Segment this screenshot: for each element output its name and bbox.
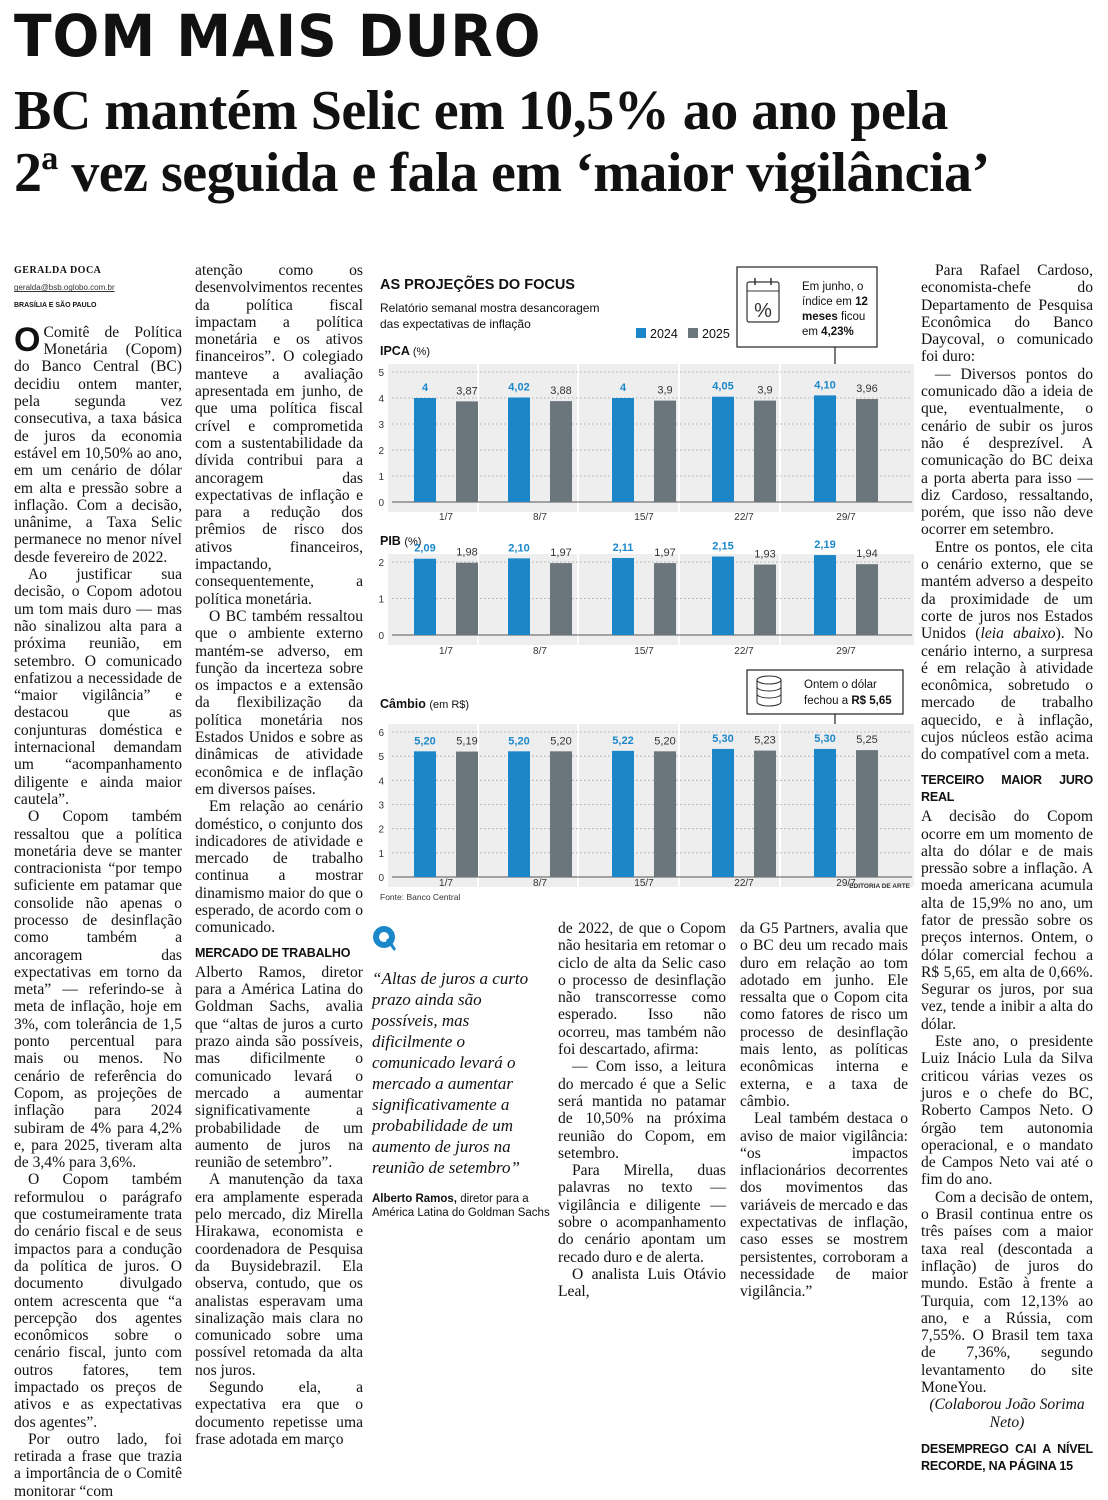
paragraph: O BC também ressaltou que o ambiente externo mantém-se adverso, em função da incerteza sobre os impactos e a extensão da flexibilização da política monetária nos Estados Unidos e sobre as dinâmicas de atividade econômica e de inflação em diversos países. <box>195 607 363 798</box>
infographic-title: AS PROJEÇÕES DO FOCUS <box>380 277 575 293</box>
coins-icon <box>757 676 781 684</box>
category-label: 22/7 <box>734 512 754 523</box>
paragraph: Ao justificar sua decisão, o Copom adotou um tom mais duro — mas não sinalizou alta para a próxima reunião, em setembro. O comunicado enfatizou a necessidade de “maior vigilância” e destacou que as conjunturas doméstica e internacional demandam um “acompanhamento diligente e ainda maior cautela”. <box>14 566 182 808</box>
data-label: 1,93 <box>754 548 776 561</box>
category-label: 8/7 <box>533 878 547 889</box>
data-label: 4,02 <box>508 381 530 394</box>
bar-cambio-2024-22-7 <box>712 749 734 877</box>
paragraph <box>921 539 1093 764</box>
infographic-subtitle: Relatório semanal mostra desancoragem <box>380 301 600 315</box>
paragraph: A decisão do Copom ocorre em um momento de alta do dólar e de mais pressão sobre a inflação. A moeda americana acumula alta de 15,9% no ano, um fator de pressão sobre os preços internos. Ontem, o dólar comercial fechou a R$ 5,65, em alta de 0,66%. Segurar os juros, por sua vez, tende a inibir a alta do dólar. <box>921 808 1093 1033</box>
bar-ipca-2025-22-7 <box>754 401 776 502</box>
data-label: 4,10 <box>814 379 836 392</box>
category-label: 22/7 <box>734 646 754 657</box>
data-label: 3,96 <box>856 383 878 396</box>
paragraph: Segundo ela, a expectativa era que o documento repetisse uma frase adotada em março <box>195 1379 363 1448</box>
bar-pib-2025-1-7 <box>456 563 478 635</box>
bar-ipca-2024-15-7 <box>612 398 634 502</box>
paragraph: O Copom também reformulou o parágrafo que costumeiramente trata do cenário fiscal e de seus impactos para a condução da política de juros. O documento divulgado ontem acrescenta que “a percepção dos agentes econômicos sobre o cenário fiscal, junto com outros fatores, tem impactado os preços de ativos e as expectativas dos agentes”. <box>14 1171 182 1431</box>
callout-ipca-text: meses ficou <box>802 311 866 323</box>
panel-separator <box>577 724 579 887</box>
lead-paragraph <box>14 320 182 566</box>
data-label: 4 <box>421 382 429 394</box>
bar-ipca-2024-29-7 <box>814 395 836 502</box>
byline-place: BRASÍLIA E SÃO PAULO <box>14 301 97 309</box>
byline-email-link[interactable]: geralda@bsb.oglobo.com.br <box>14 283 115 293</box>
category-label: 29/7 <box>836 512 856 523</box>
data-label: 5,22 <box>612 734 634 747</box>
data-label: 1,94 <box>856 548 878 561</box>
chart-title-pib: PIB (%) <box>380 534 422 548</box>
bar-pib-2024-1-7 <box>414 559 436 635</box>
bar-ipca-2024-22-7 <box>712 397 734 502</box>
y-tick-label: 3 <box>378 800 384 812</box>
data-label: 1,97 <box>550 547 572 560</box>
bar-cambio-2025-8-7 <box>550 751 572 877</box>
panel-separator <box>779 554 781 645</box>
focus-infographic <box>372 262 920 912</box>
quote-attribution <box>372 1192 550 1220</box>
subheading-mercado-de-trabalho: MERCADO DE TRABALHO <box>195 945 351 960</box>
legend-swatch-2025 <box>688 328 698 338</box>
headline <box>14 80 1104 204</box>
article-column-3 <box>921 262 1093 1477</box>
callout-ipca-text: Em junho, o <box>802 281 864 293</box>
bar-cambio-2024-8-7 <box>508 751 530 877</box>
y-tick-label: 1 <box>378 472 384 483</box>
panel-separator <box>678 364 680 512</box>
y-tick-label: 2 <box>378 446 384 457</box>
category-label: 15/7 <box>634 646 654 657</box>
y-tick-label: 0 <box>378 873 384 884</box>
focus-charts-svg <box>372 262 920 912</box>
bar-cambio-2024-15-7 <box>612 751 634 877</box>
byline-author: GERALDA DOCA <box>14 265 102 276</box>
paragraph: Para Mirella, duas palavras no texto — vigilância e diligente — sobre o acompanhamento do cenário apontam um recado duro e de alerta. <box>558 1162 726 1266</box>
bar-ipca-2025-29-7 <box>856 399 878 502</box>
paragraph: A manutenção da taxa era amplamente esperada pelo mercado, diz Mirella Hirakawa, economista e coordenadora de Pesquisa da Buysidebrazil. Ela observa, contudo, que os analistas esperavam uma sinalização mais clara no comunicado sobre uma possível retomada da alta nos juros. <box>195 1171 363 1379</box>
paragraph: de 2022, de que o Copom não hesitaria em retomar o ciclo de alta da Selic caso o processo de desinflação não transcorresse como esperado. Isso não ocorreu, mas também não foi descartado, afirma: <box>558 920 726 1059</box>
data-label: 3,9 <box>657 384 673 397</box>
data-label: 5,20 <box>550 735 572 748</box>
y-tick-label: 4 <box>378 776 384 788</box>
data-label: 1,98 <box>456 546 478 559</box>
callout-cambio-text: fechou a R$ 5,65 <box>804 695 892 707</box>
y-tick-label: 6 <box>378 728 384 739</box>
contributor-credit: (Colaborou João Sorima Neto) <box>929 1396 1085 1431</box>
data-label: 2,11 <box>612 541 634 554</box>
bar-cambio-2025-1-7 <box>456 752 478 877</box>
category-label: 8/7 <box>533 646 547 657</box>
bar-ipca-2025-15-7 <box>654 401 676 502</box>
y-tick-label: 0 <box>378 631 384 642</box>
y-tick-label: 2 <box>378 558 384 569</box>
y-tick-label: 0 <box>378 498 384 509</box>
data-label: 2,10 <box>508 542 530 555</box>
panel-separator <box>779 364 781 512</box>
y-tick-label: 5 <box>378 752 384 764</box>
category-label: 15/7 <box>634 878 654 889</box>
panel-separator <box>678 554 680 645</box>
panel-separator <box>678 724 680 887</box>
subheading-terceiro-maior-juro-real: TERCEIRO MAIOR JURO REAL <box>921 772 1093 804</box>
bar-ipca-2025-8-7 <box>550 401 572 502</box>
quote-icon <box>372 925 398 953</box>
chart-title-cambio: Câmbio (em R$) <box>380 697 470 711</box>
category-label: 29/7 <box>836 878 856 889</box>
paragraph: Por outro lado, foi retirada a frase que trazia a importância de o Comitê monitorar “com <box>14 1430 182 1500</box>
category-label: 1/7 <box>439 878 453 889</box>
paragraph: — Com isso, a leitura do mercado é que a Selic será mantida no patamar de 10,50% na próxima reunião do Copom, em setembro. <box>558 1058 726 1162</box>
paragraph: O analista Luis Otávio Leal, <box>558 1265 726 1301</box>
category-label: 15/7 <box>634 512 654 523</box>
paragraph: — Diversos pontos do comunicado dão a ideia de que, eventualmente, o cenário de subir os juros não é desprezível. A comunicação do BC deixa a porta aberta para isso — diz Cardoso, ressaltando, porém, que isso não deve ocorrer em setembro. <box>921 365 1093 539</box>
article-column-2 <box>195 262 363 1448</box>
bar-pib-2025-15-7 <box>654 563 676 635</box>
panel-separator <box>577 554 579 645</box>
data-label: 2,19 <box>814 539 836 552</box>
category-label: 1/7 <box>439 646 453 657</box>
callout-cambio-text: Ontem o dólar <box>804 679 877 691</box>
legend-label-2025: 2025 <box>702 327 730 341</box>
quote-author-role: diretor para a América Latina do Goldman Sachs <box>372 1193 550 1219</box>
bar-pib-2024-29-7 <box>814 555 836 635</box>
legend-label-2024: 2024 <box>650 327 678 341</box>
data-label: 4 <box>619 382 627 394</box>
data-label: 3,88 <box>550 385 572 398</box>
category-label: 29/7 <box>836 646 856 657</box>
bar-pib-2024-22-7 <box>712 557 734 635</box>
bar-pib-2025-8-7 <box>550 563 572 635</box>
data-label: 5,25 <box>856 734 878 747</box>
paragraph: Com a decisão de ontem, o Brasil continua entre os três países com a maior taxa real (descontada a inflação) de juros do mundo. Estão à frente a Turquia, com 12,13% ao ano, e a Rússia, com 7,55%. O Brasil tem taxa de 7,36%, segundo levantamento do site MoneYou. <box>921 1188 1093 1396</box>
infographic-subtitle: das expectativas de inflação <box>380 317 531 331</box>
paragraph: Alberto Ramos, diretor para a América Latina do Goldman Sachs, avalia que “altas de juros a curto prazo ainda são possíveis, mas dificilmente o comunicado levará o mercado a aumentar significativamente a probabilidade de um aumento de juros na reunião de setembro”. <box>195 963 363 1172</box>
panel-separator <box>779 724 781 887</box>
quote-author: Alberto Ramos, <box>372 1193 457 1205</box>
percent-icon: % <box>754 300 772 322</box>
y-tick-label: 1 <box>378 594 384 606</box>
text-run-italic: leia abaixo <box>980 625 1056 643</box>
bar-cambio-2025-15-7 <box>654 751 676 877</box>
y-tick-label: 2 <box>378 824 384 836</box>
drop-cap: O <box>14 320 41 359</box>
bar-pib-2025-22-7 <box>754 565 776 635</box>
data-label: 4,05 <box>712 380 734 393</box>
bar-ipca-2025-1-7 <box>456 401 478 502</box>
chart-source: Fonte: Banco Central <box>380 892 461 902</box>
category-label: 22/7 <box>734 878 754 889</box>
category-label: 1/7 <box>439 512 453 523</box>
bar-cambio-2025-22-7 <box>754 751 776 877</box>
chart-title-ipca: IPCA (%) <box>380 344 430 358</box>
data-label: 1,97 <box>654 547 676 560</box>
y-tick-label: 5 <box>378 368 384 379</box>
bar-ipca-2024-1-7 <box>414 398 436 502</box>
legend-swatch-2024 <box>636 328 646 338</box>
bar-cambio-2024-29-7 <box>814 749 836 877</box>
kicker: TOM MAIS DURO <box>14 2 542 70</box>
pull-quote <box>372 925 550 1220</box>
paragraph: atenção como os desenvolvimentos recentes da política fiscal impactam a política monetária e os ativos financeiros”. O colegiado manteve a avaliação apresentada em junho, de que uma política fiscal crível e comprometida com a sustentabilidade da dívida contribui para a ancoragem das expectativas de inflação e para a redução dos prêmios de risco dos ativos financeiros, impactando, consequentemente, a política monetária. <box>195 262 363 608</box>
data-label: 5,23 <box>754 734 776 747</box>
callout-ipca-text: em 4,23% <box>802 326 854 338</box>
data-label: 5,20 <box>508 735 530 748</box>
bar-ipca-2024-8-7 <box>508 397 530 502</box>
callout-ipca-text: índice em 12 <box>802 296 868 308</box>
headline-line-2: 2ª vez seguida e fala em ‘maior vigilância’ <box>14 142 990 204</box>
data-label: 2,15 <box>712 540 734 553</box>
article-column-1 <box>14 262 182 1500</box>
panel-separator <box>577 364 579 512</box>
data-label: 3,87 <box>456 385 478 398</box>
data-label: 5,20 <box>414 735 436 748</box>
text-run: Entre os pontos, ele cita o cenário externo, que se mantém adverso a despeito da proximidade de um corte de juros nos Estados Unidos ( <box>921 538 1093 643</box>
bar-pib-2024-8-7 <box>508 558 530 635</box>
data-label: 5,30 <box>814 732 836 745</box>
text-run: ). No cenário interno, a surpresa é em relação à atividade econômica, sobretudo o mercado de trabalho aquecido, e à inflação, cujos núcleos estão acima do compatível com a meta. <box>921 625 1093 764</box>
paragraph: Este ano, o presidente Luiz Inácio Lula da Silva criticou várias vezes os juros e o chefe do BC, Roberto Campos Neto. O órgão tem autonomia operacional, e o mandato de Campos Neto vai até o fim do ano. <box>921 1033 1093 1189</box>
paragraph: Para Rafael Cardoso, economista-chefe do Departamento de Pesquisa Econômica do Banco Daycoval, o comunicado foi duro: <box>921 262 1093 366</box>
bar-pib-2025-29-7 <box>856 564 878 635</box>
bar-pib-2024-15-7 <box>612 558 634 635</box>
paragraph: O Copom também ressaltou que a política monetária deve se manter contracionista “por tempo suficiente em patamar que consolide não apenas o processo de desinflação como também a ancoragem das expectativas em torno da meta” — referindo-se à meta de inflação, hoje em 3%, com tolerância de 1,5 ponto percentual para mais ou menos. No cenário de referência do Copom, as projeções de inflação para 2024 subiram de 4% para 4,2% e, para 2025, tiveram alta de 3,4% para 3,6%. <box>14 808 182 1172</box>
bar-cambio-2024-1-7 <box>414 751 436 877</box>
lead-text: Comitê de Política Monetária (Copom) do Banco Central (BC) decidiu ontem manter, pela segunda vez consecutiva, a taxa básica de juros da economia estável em 10,50% ao ano, em um cenário de dólar em alta e pressão sobre a inflação. Com a decisão, unânime, a Taxa Selic permanece no menor nível desde fevereiro de 2022. <box>14 323 182 566</box>
data-label: 5,20 <box>654 735 676 748</box>
paragraph: Leal também destaca o aviso de maior vigilância: “os impactos inflacionários decorrentes dos movimentos das variáveis de mercado e das expectativas de inflação, caso esses se mostrem persistentes, corroboram a necessidade de maior vigilância.” <box>740 1110 908 1301</box>
paragraph: Em relação ao cenário doméstico, o conjunto dos indicadores de atividade e mercado de trabalho continua a mostrar dinamismo maior do que o esperado, de acordo com o comunicado. <box>195 798 363 937</box>
data-label: 5,19 <box>456 735 478 748</box>
data-label: 2,09 <box>414 542 436 555</box>
paragraph: da G5 Partners, avalia que o BC deu um recado mais duro em relação ao tom adotado em junho. Ele ressalta que o Copom cita como fatores de risco um processo de desinflação mais lento, as políticas econômicas interna e externa, e a taxa de câmbio. <box>740 920 908 1110</box>
bar-cambio-2025-29-7 <box>856 750 878 877</box>
article-column-5 <box>740 920 908 1301</box>
headline-line-1: BC mantém Selic em 10,5% ao ano pela <box>14 80 948 142</box>
y-tick-label: 3 <box>378 420 384 431</box>
y-tick-label: 1 <box>378 848 384 860</box>
y-tick-label: 4 <box>378 394 384 405</box>
quote-text: “Altas de juros a curto prazo ainda são possíveis, mas dificilmente o comunicado levará o mercado a aumentar significativamente a probabilidade de um aumento de juros na reunião de setembro” <box>372 969 529 1177</box>
chart-credit: EDITORIA DE ARTE <box>849 883 910 890</box>
data-label: 3,9 <box>757 384 773 397</box>
article-column-4 <box>558 920 726 1301</box>
category-label: 8/7 <box>533 512 547 523</box>
data-label: 5,30 <box>712 732 734 745</box>
related-story-link[interactable]: DESEMPREGO CAI A NÍVEL RECORDE, NA PÁGINA 15 <box>921 1441 1093 1474</box>
